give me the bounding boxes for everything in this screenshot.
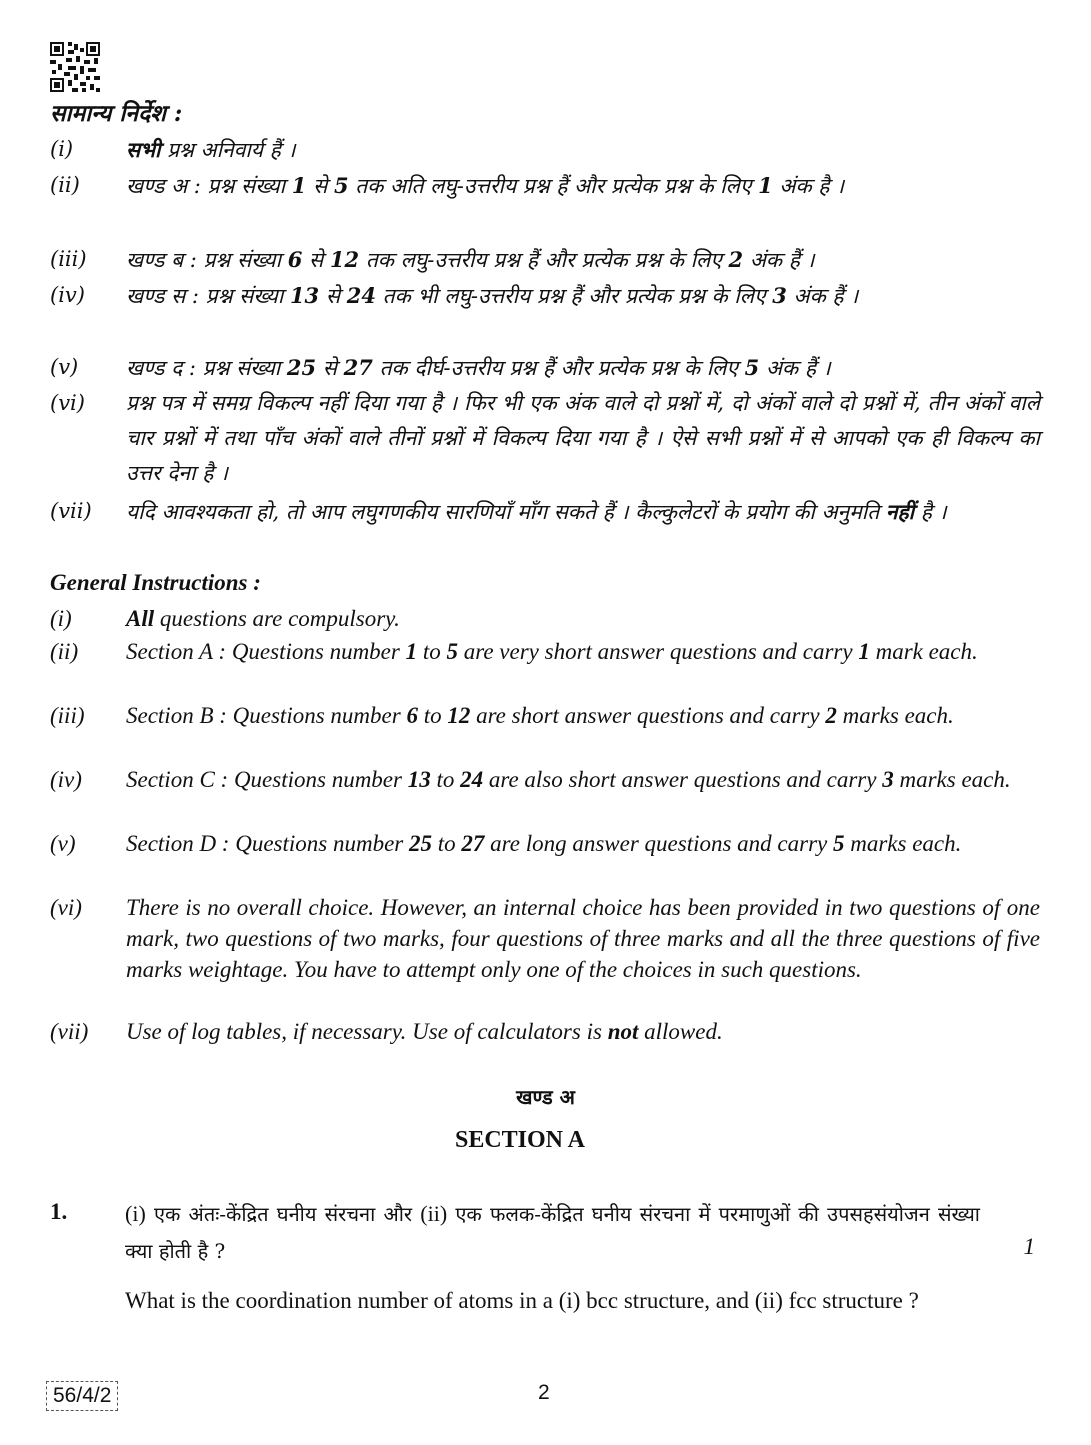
general-instructions-heading-english: General Instructions :: [50, 570, 261, 595]
bold-text-run: 5: [333, 173, 349, 198]
question-number: 1.: [50, 1199, 68, 1224]
bold-text-run: 24: [460, 767, 484, 792]
instruction-text: [126, 242, 1040, 278]
text-run: खण्ड अ : प्रश्न संख्या: [126, 174, 292, 198]
instruction-number: (vii): [50, 1019, 89, 1044]
instruction-item: [50, 828, 1040, 859]
text-run: marks each.: [836, 703, 954, 728]
instruction-number: (iv): [50, 283, 85, 307]
text-run: खण्ड स : प्रश्न संख्या: [126, 284, 290, 308]
text-run: questions are compulsory.: [154, 606, 400, 631]
instruction-text: [126, 494, 1040, 530]
text-run: तक अति लघु-उत्तरीय प्रश्न हैं और प्रत्येक प्रश्न के लिए: [348, 174, 759, 198]
text-run: है ।: [914, 500, 947, 524]
text-run: खण्ड द : प्रश्न संख्या: [126, 356, 287, 380]
instruction-number: (ii): [50, 173, 80, 197]
instruction-item: [50, 242, 1040, 278]
bold-text-run: 1: [405, 639, 418, 664]
text-run: are also short answer questions and carry: [483, 767, 883, 792]
bold-text-run: 24: [346, 283, 376, 308]
bold-text-run: 13: [289, 283, 320, 308]
instruction-number: (iv): [50, 767, 82, 792]
instruction-number: (v): [50, 355, 79, 379]
bold-text-run: 12: [329, 247, 360, 272]
instruction-number: (vi): [50, 391, 85, 415]
instruction-item: [50, 700, 1040, 731]
instruction-number: (iii): [50, 247, 87, 271]
text-run: to: [417, 639, 447, 664]
text-run: to: [430, 767, 461, 792]
text-run: से: [306, 174, 334, 198]
instruction-text: [126, 892, 1040, 985]
instruction-text: [126, 1016, 1040, 1047]
page-number: 2: [538, 1381, 550, 1404]
instruction-item: [50, 1016, 1040, 1047]
text-run: allowed.: [638, 1019, 723, 1044]
bold-text-run: 5: [744, 355, 760, 380]
text-run: एक अंतः-केंद्रित घनीय संरचना और: [145, 1202, 421, 1226]
paper-code: 56/4/2: [46, 1381, 118, 1411]
roman-numeral: (ii): [420, 1201, 448, 1226]
bold-text-run: सभी: [126, 137, 161, 162]
text-run: अंक है ।: [772, 174, 845, 198]
text-run: तक लघु-उत्तरीय प्रश्न हैं और प्रत्येक प्रश्न के लिए: [359, 248, 729, 272]
instruction-item: [50, 168, 1040, 204]
text-run: to: [432, 831, 462, 856]
text-run: There is no overall choice. However, an internal choice has been provided in two questions of one mark, two questions of two marks, four questions of three marks and all the three questions of five marks weightage. You have to attempt only one of the choices in such questions.: [126, 895, 1040, 982]
instruction-text: [126, 828, 1040, 859]
text-run: से: [302, 248, 330, 272]
bold-text-run: 1: [758, 173, 773, 198]
bold-text-run: 1: [858, 639, 870, 664]
instruction-text: [126, 603, 1040, 634]
instruction-text: [126, 636, 1040, 667]
text-run: यदि आवश्यकता हो, तो आप लघुगणकीय सारणियाँ माँग सकते हैं । कैल्कुलेटरों के प्रयोग की अनुमति: [126, 500, 886, 524]
instruction-item: [50, 132, 1040, 168]
bold-text-run: 2: [728, 247, 744, 272]
bold-text-run: All: [126, 606, 155, 631]
instruction-item: [50, 636, 1040, 667]
text-run: से: [316, 356, 344, 380]
text-run: are very short answer questions and carry: [457, 639, 859, 664]
text-run: to: [417, 703, 448, 728]
bold-text-run: 5: [446, 639, 458, 664]
instruction-number: (i): [50, 137, 74, 161]
text-run: Use of log tables, if necessary. Use of calculators is: [126, 1019, 608, 1044]
text-run: Section A : Questions number: [126, 639, 406, 664]
text-run: प्रश्न पत्र में समग्र विकल्प नहीं दिया गया है । फिर भी एक अंक वाले दो प्रश्नों में, दो अंकों वाले दो प्रश्नों में, तीन अंकों वाले चार प्रश्नों में तथा पाँच अंकों वाले तीनों प्रश्नों में विकल्प दिया गया है । ऐसे सभी प्रश्नों में से आपको एक ही विकल्प का उत्तर देना है ।: [126, 391, 1040, 485]
instruction-number: (vii): [50, 499, 92, 523]
text-run: एक फलक-केंद्रित घनीय संरचना में परमाणुओं की उपसहसंयोजन संख्या क्या होती है ?: [125, 1202, 980, 1263]
instruction-item: [50, 494, 1040, 530]
instruction-number: (vi): [50, 895, 82, 920]
text-run: mark each.: [869, 639, 978, 664]
text-run: अंक हैं ।: [743, 248, 815, 272]
bold-text-run: 3: [772, 283, 787, 308]
bold-text-run: not: [607, 1019, 639, 1044]
qr-code-icon: [50, 42, 100, 92]
instruction-text: [126, 350, 1040, 386]
instruction-text: [126, 700, 1040, 731]
instruction-text: [126, 278, 1040, 314]
text-run: Section C : Questions number: [126, 767, 408, 792]
text-run: marks each.: [893, 767, 1011, 792]
question-text-hindi: [125, 1195, 980, 1270]
instruction-text: [126, 764, 1040, 795]
instruction-item: [50, 764, 1040, 795]
bold-text-run: 27: [461, 831, 485, 856]
text-run: तक दीर्घ-उत्तरीय प्रश्न हैं और प्रत्येक प्रश्न के लिए: [372, 356, 745, 380]
instruction-item: [50, 386, 1040, 491]
bold-text-run: 27: [343, 355, 373, 380]
bold-text-run: 2: [825, 703, 837, 728]
bold-text-run: 1: [291, 173, 307, 198]
bold-text-run: 13: [407, 767, 431, 792]
bold-text-run: 25: [286, 355, 317, 380]
text-run: प्रश्न अनिवार्य हैं ।: [160, 138, 296, 162]
instruction-item: [50, 278, 1040, 314]
text-run: are long answer questions and carry: [484, 831, 833, 856]
instruction-number: (iii): [50, 703, 85, 728]
instruction-item: [50, 603, 1040, 634]
instruction-item: [50, 892, 1040, 985]
question-text-english: What is the coordination number of atoms in a (i) bcc structure, and (ii) fcc structure ?: [125, 1288, 919, 1313]
roman-numeral: (i): [125, 1201, 146, 1226]
bold-text-run: नहीं: [885, 499, 915, 524]
instruction-item: [50, 350, 1040, 386]
section-heading-english: SECTION A: [454, 1127, 586, 1153]
text-run: अंक हैं ।: [786, 284, 859, 308]
instruction-text: [126, 132, 1040, 168]
text-run: तक भी लघु-उत्तरीय प्रश्न हैं और प्रत्येक प्रश्न के लिए: [375, 284, 773, 308]
text-run: से: [319, 284, 347, 308]
bold-text-run: 12: [447, 703, 471, 728]
text-run: अंक हैं ।: [759, 356, 831, 380]
bold-text-run: 3: [882, 767, 894, 792]
text-run: खण्ड ब : प्रश्न संख्या: [126, 248, 288, 272]
question-marks: 1: [1023, 1234, 1035, 1259]
bold-text-run: 5: [833, 831, 845, 856]
instruction-number: (v): [50, 831, 76, 856]
instruction-number: (i): [50, 606, 72, 631]
instruction-text: [126, 168, 1040, 204]
bold-text-run: 6: [287, 247, 303, 272]
text-run: marks each.: [844, 831, 962, 856]
text-run: Section B : Questions number: [126, 703, 407, 728]
instruction-text: [126, 386, 1040, 491]
text-run: are short answer questions and carry: [470, 703, 826, 728]
general-instructions-heading-hindi: सामान्य निर्देश :: [50, 100, 183, 127]
bold-text-run: 6: [406, 703, 418, 728]
text-run: Section D : Questions number: [126, 831, 409, 856]
section-heading-hindi: खण्ड अ: [516, 1085, 575, 1109]
instruction-number: (ii): [50, 639, 79, 664]
bold-text-run: 25: [409, 831, 432, 856]
